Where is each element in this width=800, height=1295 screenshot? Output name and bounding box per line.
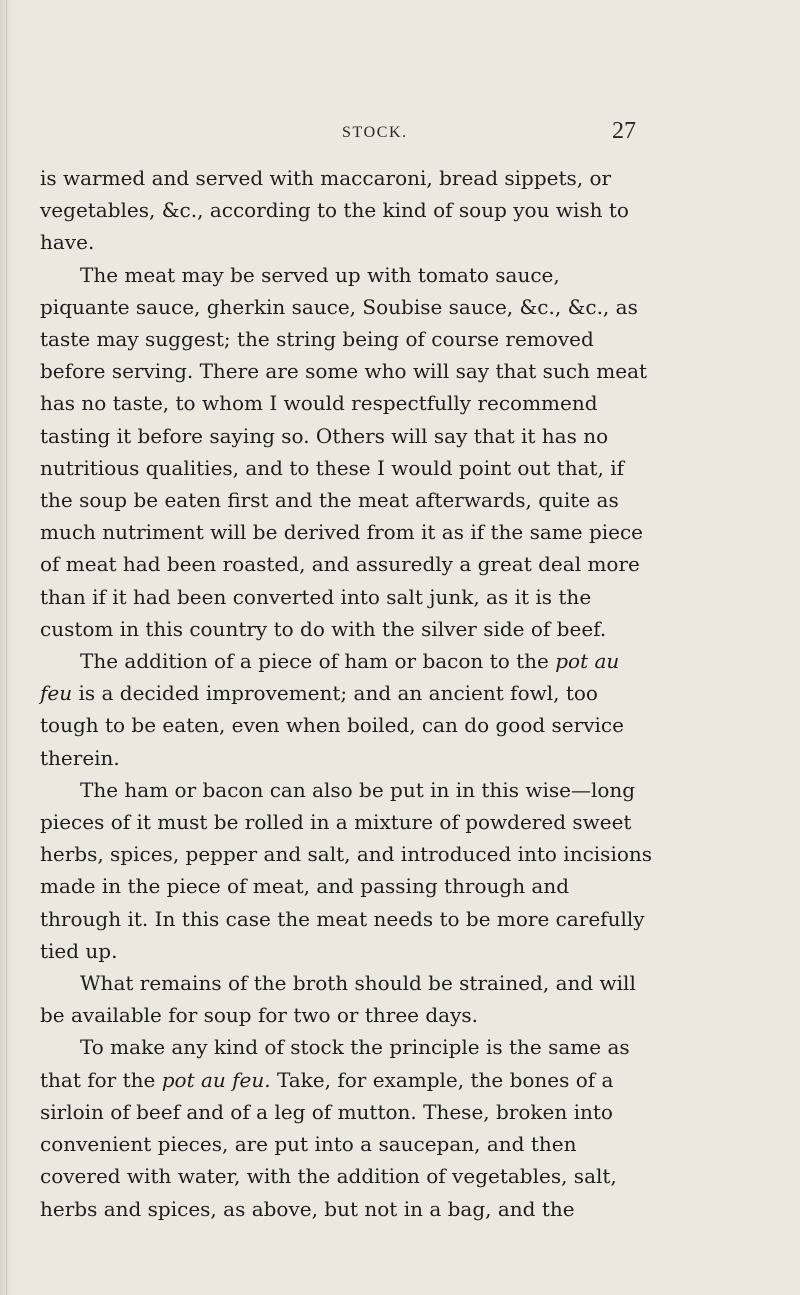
paragraph-3 xyxy=(40,645,654,774)
page-left-edge xyxy=(0,0,14,1295)
paragraph-4: The ham or bacon can also be put in in this wise—long pieces of it must be rolled in a mixture of powdered sweet herbs, spices, pepper and salt, and introduced into incisions made in the piece of meat, and passing through and through it. In this case the meat needs to be more carefully tied up. xyxy=(40,777,653,963)
binding-line xyxy=(6,0,7,1295)
paragraph-3-text-b: is a decided improvement; and an ancient fowl, too tough to be eaten, even when boiled, can do good service therein. xyxy=(40,681,624,770)
paragraph-5: What remains of the broth should be strained, and will be available for soup for two or three days. xyxy=(40,971,636,1028)
paragraph-3-text-a: The addition of a piece of ham or bacon to the xyxy=(80,649,556,674)
paragraph-2: The meat may be served up with tomato sauce, piquante sauce, gherkin sauce, Soubise sauce, &c., &c., as taste may suggest; the string being of course removed before serving. There are some who will say that such meat has no taste, to whom I would respectfully recommend tasting it before saying so. Others will say that it has no nutritious qualities, and to these I would point out that, if the soup be eaten first and the meat afterwards, quite as much nutriment will be derived from it as if the same piece of meat had been roasted, and assuredly a great deal more than if it had been converted into salt junk, as it is the custom in this country to do with the silver side of beef. xyxy=(40,262,648,641)
paragraph-3-italic: pot au feu xyxy=(40,649,620,706)
paragraph-6 xyxy=(40,1031,654,1224)
page-number: 27 xyxy=(612,118,636,144)
paragraph-1: is warmed and served with maccaroni, bread sippets, or vegetables, &c., according to the kind of soup you wish to have. xyxy=(40,166,629,255)
running-title: STOCK. xyxy=(342,124,408,141)
paragraph-6-text-b: Take, for example, the bones of a sirloin of beef and of a leg of mutton. These, broken into convenient pieces, are put into a saucepan, and then covered with water, with the addition of vegetables, salt, herbs and spices, as above, but not in a bag, and the xyxy=(40,1067,617,1221)
paragraph-6-text-a: To make any kind of stock the principle is the same as that for the xyxy=(40,1035,630,1092)
page-header xyxy=(0,118,800,148)
paragraph-6-italic: pot au feu. xyxy=(161,1067,271,1092)
body-text xyxy=(40,162,654,1225)
